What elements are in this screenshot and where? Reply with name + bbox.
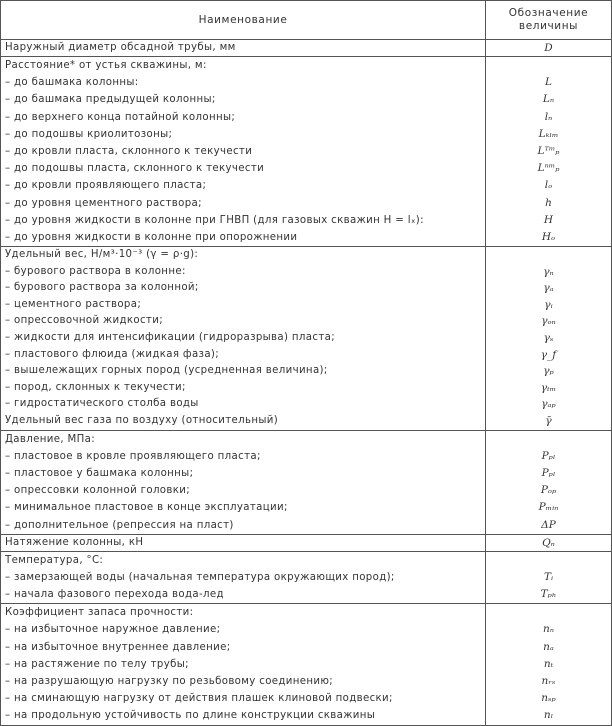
parameter-symbol: γₐₚ [541, 398, 556, 411]
parameter-name-line: – пород, склонных к текучести; [5, 381, 186, 393]
parameter-symbol: nₗ [543, 709, 554, 722]
parameter-symbol [486, 247, 611, 264]
table-section-row [1, 430, 612, 534]
parameter-name-line: – бурового раствора за колонной; [5, 282, 199, 294]
name-column-header: Наименование [1, 1, 486, 40]
parameter-symbol: h [545, 196, 552, 209]
parameter-name-cell [1, 551, 486, 604]
parameter-symbol: Tᵢ [543, 570, 554, 583]
parameter-symbol [486, 431, 611, 448]
parameter-symbol-cell [486, 430, 612, 534]
parameter-name-line: – на продольную устойчивость по длине конструкции скважины [5, 710, 376, 722]
parameter-symbol: γₛ [543, 332, 554, 345]
parameter-name-line: – на избыточное наружное давление; [5, 624, 221, 636]
parameter-symbol: Qₙ [542, 536, 555, 549]
parameter-symbol: nₛₚ [541, 692, 556, 705]
parameter-symbol: nᵣₛ [541, 675, 556, 688]
table-section-row [1, 57, 612, 247]
parameter-symbol [486, 552, 611, 569]
parameter-name-cell [1, 534, 486, 551]
symbol-header-line1: Обозначение [508, 7, 589, 19]
parameter-symbol: L [545, 76, 552, 89]
parameter-symbol: ΔP [541, 518, 556, 531]
parameter-name-line: Коэффициент запаса прочности: [5, 607, 194, 619]
parameter-symbol: D [544, 42, 553, 54]
parameter-symbol: Pₘᵢₙ [538, 501, 559, 514]
table-section-row [1, 247, 612, 431]
parameter-symbol: H [543, 213, 554, 226]
parameter-symbol: γₜₘ [540, 381, 557, 394]
parameter-symbol: Lₖₗₘ [538, 127, 559, 140]
parameter-name-line: – до подошвы пласта, склонного к текучести [5, 163, 265, 175]
parameter-symbol-cell [486, 57, 612, 247]
table-section-row [1, 604, 612, 725]
parameter-name-cell [1, 604, 486, 725]
parameter-name-line: – пластового флюида (жидкая фаза); [5, 348, 220, 360]
parameter-symbol: lₒ [544, 179, 553, 192]
parameter-name-line: Температура, °С: [5, 554, 104, 566]
parameter-name-line: Натяжение колонны, кН [5, 536, 144, 548]
parameter-name-line: – до башмака колонны: [5, 77, 139, 89]
parameter-symbol-cell [486, 604, 612, 725]
parameter-symbol: γ_f [540, 348, 557, 361]
symbol-header-line2: величины [518, 20, 579, 32]
parameter-name-cell [1, 40, 486, 57]
table-header-row [1, 1, 612, 40]
parameter-symbol: lₙ [544, 110, 553, 123]
parameter-name-line: – на избыточное внутреннее давление; [5, 641, 231, 653]
parameter-symbol: nₙ [542, 623, 555, 636]
parameter-symbol: γₒₙ [541, 315, 556, 328]
parameter-symbol [486, 57, 611, 74]
parameter-symbol-cell [486, 40, 612, 57]
symbol-column-header [486, 1, 612, 40]
parameter-symbol-cell [486, 534, 612, 551]
parameter-symbol: γ̄ [545, 415, 552, 427]
parameter-symbol: nₜ [543, 657, 554, 670]
parameter-name-line: – до верхнего конца потайной колонны; [5, 111, 236, 123]
parameter-name-line: – замерзающей воды (начальная температура окружающих пород); [5, 571, 395, 583]
table-section-row [1, 534, 612, 551]
parameter-name-line: Наружный диаметр обсадной трубы, мм [5, 42, 236, 53]
parameter-name-cell [1, 57, 486, 247]
parameter-symbol: γₐ [543, 282, 554, 295]
parameter-symbol: γₚ [543, 365, 554, 378]
parameter-name-line: – до уровня жидкости в колонне при опорожнении [5, 231, 298, 243]
parameter-name-line: – жидкости для интенсификации (гидроразрыва) пласта; [5, 332, 335, 344]
parameter-name-line: – до кровли проявляющего пласта; [5, 180, 207, 192]
parameter-symbol: Pₚₗ [541, 466, 556, 479]
parameter-name-line: – на разрушающую нагрузку по резьбовому соединению; [5, 676, 334, 688]
parameter-name-line: Давление, МПа: [5, 433, 96, 445]
parameter-name-line: – опрессовки колонной головки; [5, 485, 190, 497]
parameter-name-line: – на растяжение по телу трубы; [5, 658, 189, 670]
parameter-name-line: Удельный вес, Н/м³·10⁻³ (γ = ρ·g): [5, 249, 199, 261]
parameter-symbol [486, 604, 611, 621]
parameter-symbol: Pₚₗ [541, 449, 556, 462]
parameter-name-line: – до башмака предыдущей колонны; [5, 94, 216, 106]
parameter-symbol: Tₚₕ [540, 588, 557, 601]
parameter-symbol: γᵢ [544, 298, 553, 311]
parameter-name-line: – минимальное пластовое в конце эксплуатации; [5, 502, 288, 514]
table-section-row [1, 551, 612, 604]
parameter-symbol-cell [486, 247, 612, 431]
table-section-row [1, 40, 612, 57]
parameter-name-line: – вышележащих горных пород (усредненная величина); [5, 365, 328, 377]
parameter-symbol: Lᵀᵐₚ [537, 144, 560, 157]
parameter-name-line: – до кровли пласта, склонного к текучести [5, 145, 253, 157]
parameter-name-line: – опрессовочной жидкости; [5, 315, 163, 327]
parameter-name-line: Расстояние* от устья скважины, м: [5, 60, 207, 71]
parameter-symbol-cell [486, 551, 612, 604]
parameter-name-line: – на сминающую нагрузку от действия плашек клиновой подвески; [5, 693, 393, 705]
parameter-name-line: – бурового раствора в колонне: [5, 265, 186, 277]
parameter-name-line: – до подошвы криолитозоны; [5, 128, 173, 140]
parameter-name-line: Удельный вес газа по воздуху (относительный) [5, 415, 279, 426]
parameter-symbol: Hₒ [541, 230, 556, 243]
parameter-name-line: – пластовое у башмака колонны; [5, 467, 194, 479]
parameter-name-cell [1, 247, 486, 431]
parameter-symbol: nₐ [543, 640, 554, 653]
parameter-name-line: – до уровня жидкости в колонне при ГНВП (для газовых скважин H = lₓ): [5, 214, 424, 226]
parameter-name-line: – начала фазового перехода вода-лед [5, 589, 224, 601]
parameter-name-line: – до уровня цементного раствора; [5, 197, 202, 209]
parameter-symbol: Lₙ [542, 93, 555, 106]
parameter-name-line: – дополнительное (репрессия на пласт) [5, 519, 234, 531]
parameter-symbol: γₙ [543, 265, 554, 278]
table-body [1, 40, 612, 726]
parameter-name-line: – пластовое в кровле проявляющего пласта; [5, 450, 261, 462]
parameter-symbol: Lⁿᵐₚ [537, 162, 560, 175]
parameter-name-line: – гидростатического столба воды [5, 398, 199, 410]
parameter-name-line: – цементного раствора; [5, 298, 142, 310]
parameter-symbol: Pₒₚ [540, 484, 557, 497]
parameter-name-cell [1, 430, 486, 534]
